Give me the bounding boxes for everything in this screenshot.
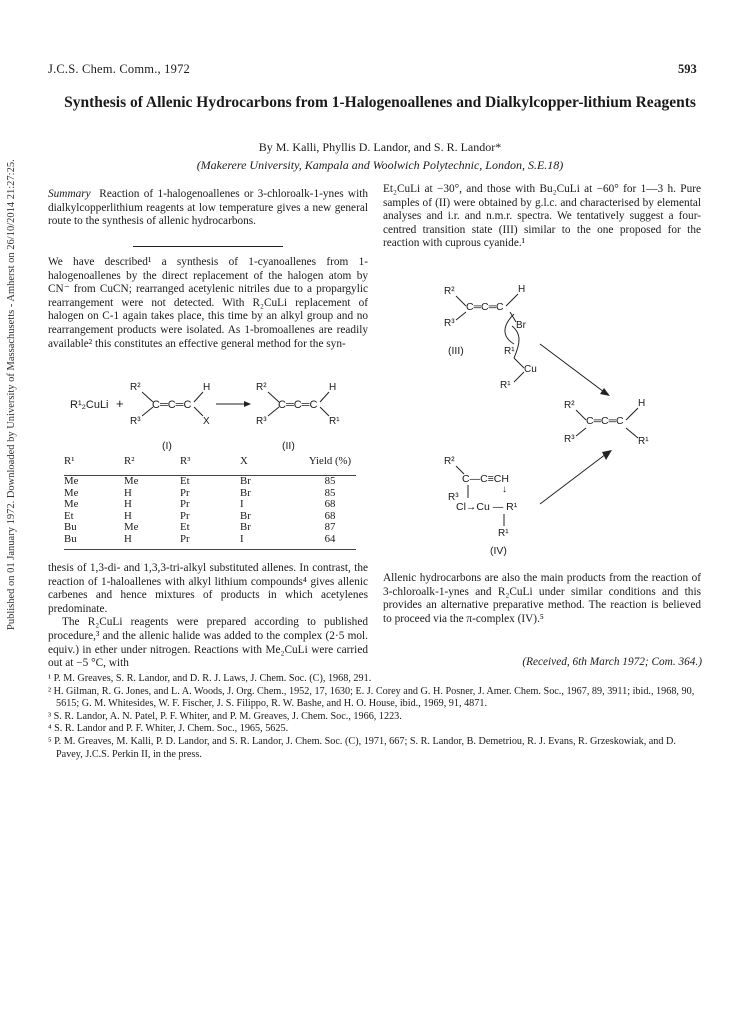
continuation-text: thesis of 1,3-di- and 1,3,3-tri-alkyl substituted allenes. In contrast, the reaction of 1-haloallenes with alkyl lithium compounds⁴ gives allenic carbenes and hence mixtures of products in which acetylenes predominate. bbox=[48, 562, 368, 615]
table-cell: 85 bbox=[324, 475, 336, 487]
reference-item: ³ S. R. Landor, A. N. Patel, P. F. Whiter, and P. M. Greaves, J. Chem. Soc., 1966, 1223. bbox=[48, 710, 402, 722]
compound-iii-label: (III) bbox=[448, 345, 464, 357]
bond bbox=[320, 392, 329, 402]
h-label: H bbox=[638, 398, 646, 409]
table-cell: 85 bbox=[324, 486, 336, 499]
r1-label: R¹ bbox=[500, 380, 511, 391]
table-cell: Pr bbox=[180, 532, 190, 545]
right-column-paragraph: Et₂CuLi at −30°, and those with Bu₂CuLi at −60° for 1—3 h. Pure samples of (II) were obtained by g.l.c. and characterised by elemental analyses and i.r. and n.m.r. spectra. We tentatively suggest a four-centred transition state (III) similar to the one proposed for the reaction with cuprous cyanide.¹ bbox=[383, 183, 701, 250]
r2-label: R² bbox=[256, 382, 267, 393]
arrow-head bbox=[602, 450, 612, 460]
table-cell: Me bbox=[124, 521, 139, 534]
table-cell: Et bbox=[180, 521, 190, 534]
procedure-text: The R₂CuLi reagents were prepared according to published procedure,³ and the allenic halide was added to the complex (2·5 mol. equiv.) in ether under nitrogen. Reactions with Me₂CuLi were carried out at −5 °C, with bbox=[48, 616, 368, 670]
table-cell: Br bbox=[240, 486, 251, 499]
table-cell: H bbox=[124, 498, 132, 511]
allene-core: C═C═C bbox=[586, 415, 624, 427]
table-cell: H bbox=[124, 532, 132, 545]
r3-label: R³ bbox=[564, 434, 575, 445]
continuation-paragraph bbox=[48, 562, 368, 671]
table-cell: Pr bbox=[180, 486, 190, 499]
table-row bbox=[64, 534, 360, 546]
r1-label: R¹ bbox=[504, 346, 515, 357]
table-cell: H bbox=[124, 486, 132, 499]
allene-core: C═C═C bbox=[278, 399, 318, 411]
table-cell: Me bbox=[64, 498, 79, 511]
reference-item: ¹ P. M. Greaves, S. R. Landor, and D. R. J. Laws, J. Chem. Soc. (C), 1968, 291. bbox=[48, 673, 372, 684]
arrow-to-product bbox=[540, 344, 604, 392]
electron-arrow bbox=[505, 314, 514, 344]
bond bbox=[576, 410, 586, 420]
table-cell: 87 bbox=[324, 521, 336, 534]
download-watermark: Published on 01 January 1972. Downloaded by University of Massachusetts - Amherst on 26/10/2014 21:27:25. bbox=[6, 159, 17, 630]
table-row bbox=[64, 488, 360, 500]
alkyne-fragment: C—C≡CH bbox=[462, 473, 509, 485]
r2-label: R² bbox=[444, 456, 455, 467]
plus-sign: + bbox=[116, 396, 124, 411]
table-cell: Br bbox=[240, 509, 251, 522]
header-r2: R² bbox=[124, 455, 135, 467]
r2-label: R² bbox=[130, 382, 141, 393]
bond bbox=[576, 428, 586, 436]
table-cell: I bbox=[240, 498, 244, 511]
cu-complex: Cl→Cu — R¹ bbox=[456, 501, 518, 513]
mechanism-diagram bbox=[430, 278, 710, 558]
reaction-scheme bbox=[60, 376, 370, 454]
table-header-row bbox=[64, 456, 360, 476]
table-row bbox=[64, 522, 360, 534]
intro-paragraph: We have described¹ a synthesis of 1-cyanoallenes from 1-halogenoallenes by the direct replacement of the halogen atom by CN⁻ from CuCN; rearranged acetylenic nitriles due to a propargylic rearrangement were not detected. With R₂CuLi replacement of halogen on C-1 again takes place, this time by an alkyl group and no rearrangement products were isolated. As 1-bromoallenes are readily available² this constitutes an effective general method for the syn- bbox=[48, 256, 368, 350]
r3-label: R³ bbox=[444, 318, 455, 329]
table-cell: 68 bbox=[324, 498, 336, 511]
table-cell: H bbox=[124, 509, 132, 522]
table-cell: Me bbox=[64, 486, 79, 499]
reference-item: ⁵ P. M. Greaves, M. Kalli, P. D. Landor, and S. R. Landor, J. Chem. Soc. (C), 1971, 667; S. R. Landor, B. Demetriou, R. J. Evans, R. Grzeskowiak, and D. Pavey, J.C.S. Perkin II, in the press. bbox=[48, 735, 676, 760]
r1-label: R¹ bbox=[638, 436, 649, 447]
r2-label: R² bbox=[444, 286, 455, 297]
yield-table bbox=[64, 456, 360, 546]
table-cell: Et bbox=[180, 475, 190, 487]
compound-iv-label: (IV) bbox=[490, 545, 507, 557]
table-cell: Me bbox=[64, 475, 79, 487]
pi-arrow: ↓ bbox=[502, 484, 507, 495]
r1-label: R¹ bbox=[329, 416, 340, 427]
compound-i-label: (I) bbox=[162, 440, 172, 452]
r3-label: R³ bbox=[256, 416, 267, 427]
bond bbox=[626, 408, 638, 420]
reagent-label: R¹₂CuLi bbox=[70, 399, 109, 411]
h-label: H bbox=[203, 382, 211, 393]
page-number: 593 bbox=[678, 62, 697, 76]
table-cell: Pr bbox=[180, 509, 190, 522]
bond bbox=[194, 392, 203, 402]
table-cell: Bu bbox=[64, 532, 77, 545]
bond bbox=[456, 296, 466, 306]
arrow-to-product bbox=[540, 454, 606, 504]
header-x: X bbox=[240, 455, 248, 467]
table-cell: Bu bbox=[64, 521, 77, 534]
table-cell: Br bbox=[240, 475, 251, 487]
summary-divider bbox=[133, 246, 283, 247]
table-cell: 64 bbox=[324, 532, 336, 545]
summary-text: Reaction of 1-halogenoallenes or 3-chloroalk-1-ynes with dialkylcopperlithium reagents at low temperature gives a new general route to the synthesis of allenic hydrocarbons. bbox=[48, 188, 368, 228]
table-cell: Br bbox=[240, 521, 251, 534]
compound-ii-label: (II) bbox=[282, 440, 295, 452]
bond bbox=[456, 312, 466, 320]
r3-label: R³ bbox=[130, 416, 141, 427]
right-bottom-paragraph: Allenic hydrocarbons are also the main products from the reaction of 3-chloroalk-1-ynes and R₂CuLi under similar conditions and this provides an alternative preparative method. The reaction is believed to proceed via the π-complex (IV).⁵ bbox=[383, 572, 701, 625]
received-date: (Received, 6th March 1972; Com. 364.) bbox=[522, 656, 702, 668]
table-cell: Me bbox=[124, 475, 139, 487]
table-row bbox=[64, 499, 360, 511]
r2-label: R² bbox=[564, 400, 575, 411]
summary-label: Summary bbox=[48, 188, 91, 200]
affiliation: (Makerere University, Kampala and Woolwich Polytechnic, London, S.E.18) bbox=[196, 158, 564, 172]
table-cell: Et bbox=[64, 509, 74, 522]
header-yield: Yield (%) bbox=[308, 455, 352, 467]
author-line: By M. Kalli, Phyllis D. Landor, and S. R. Landor* bbox=[258, 140, 502, 154]
bond bbox=[514, 358, 524, 368]
reference-item: ⁴ S. R. Landor and P. F. Whiter, J. Chem. Soc., 1965, 5625. bbox=[48, 723, 289, 735]
allene-core: C═C═C bbox=[152, 399, 192, 411]
bond bbox=[626, 428, 638, 438]
bond bbox=[320, 407, 329, 416]
cu-label: Cu bbox=[524, 364, 537, 375]
x-label: X bbox=[203, 416, 210, 427]
bond bbox=[514, 372, 524, 382]
h-label: H bbox=[518, 284, 526, 295]
table-cell: 68 bbox=[324, 509, 336, 522]
table-rule bbox=[64, 549, 356, 550]
r3-label: R³ bbox=[448, 492, 459, 503]
allene-core: C═C═C bbox=[466, 301, 504, 313]
table-row bbox=[64, 476, 360, 488]
arrow-head bbox=[600, 388, 610, 396]
table-rule bbox=[64, 475, 356, 476]
header-r3: R³ bbox=[180, 455, 191, 467]
references bbox=[48, 673, 704, 761]
journal-header: J.C.S. Chem. Comm., 1972 bbox=[48, 62, 190, 76]
arrow-head bbox=[244, 401, 251, 407]
r1-label: R¹ bbox=[498, 528, 509, 539]
br-label: Br bbox=[516, 320, 526, 331]
table-cell: Pr bbox=[180, 498, 190, 511]
header-r1: R¹ bbox=[64, 455, 75, 467]
h-label: H bbox=[329, 382, 337, 393]
article-title: Synthesis of Allenic Hydrocarbons from 1-Halogenoallenes and Dialkylcopper-lithium Reagents bbox=[64, 94, 696, 111]
table-row bbox=[64, 511, 360, 523]
summary-paragraph bbox=[48, 188, 368, 229]
bond bbox=[194, 407, 203, 416]
reference-item: ² H. Gilman, R. G. Jones, and L. A. Woods, J. Org. Chem., 1952, 17, 1630; E. J. Corey and G. H. Posner, J. Amer. Chem. Soc., 1967, 89, 3911; ibid., 1968, 90, 5615; G. M. Whitesides, W. F. Fischer, J. S. Filippo, R. W. Bashe, and H. O. House, ibid., 1969, 91, 4871. bbox=[48, 685, 695, 710]
bond bbox=[506, 294, 518, 306]
table-cell: I bbox=[240, 532, 244, 545]
